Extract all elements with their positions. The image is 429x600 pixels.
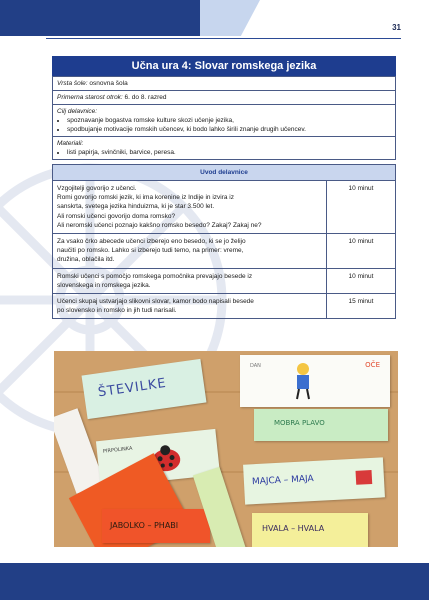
activity-line: Ali romski učenci govorijo doma romsko? [57, 212, 176, 220]
lesson-info-box [52, 76, 396, 160]
activity-description [53, 234, 327, 268]
activity-description [53, 181, 327, 233]
activity-row [53, 268, 395, 293]
card-dan [240, 355, 390, 407]
card-majca-text: MAJCA – MAJA [251, 474, 314, 488]
page-number: 31 [392, 23, 401, 32]
footer-band [0, 563, 429, 600]
shirt-drawing-icon [356, 470, 373, 485]
activity-line: Romi govorijo romski jezik, ki ima korenine iz Indije in izvira iz [57, 194, 234, 202]
material-item: • listi papirja, svinčniki, barvice, peresa. [67, 148, 391, 157]
school-type-value: osnovna šola [87, 80, 128, 87]
materials-list [57, 148, 391, 157]
person-drawing-icon [290, 361, 316, 401]
card-pirpolinka-text: PIRPOLINKA [102, 445, 133, 455]
materials-label: Materiali: [57, 140, 84, 147]
activity-duration: 10 minut [348, 238, 374, 246]
card-stevilke [82, 359, 207, 419]
card-oce-text: OČE [365, 361, 380, 369]
activity-table-header: Uvod delavnice [53, 165, 395, 180]
activity-table [52, 164, 396, 319]
age-row [53, 90, 395, 104]
activity-line: Učenci skupaj ustvarjajo slikovni slovar, kamor bodo napisali besede [57, 298, 254, 306]
activity-line: Za vsako črko abecede učenci izberejo eno besedo, ki se jo želijo [57, 238, 246, 246]
age-value: 6. do 8. razred [122, 94, 167, 101]
activity-line: družina, oblačila itd. [57, 256, 115, 264]
header-band-cover [0, 0, 200, 36]
activity-line: Vzgojitelji govorijo z učenci. [57, 185, 137, 192]
activity-line: sanskrta, svetega jezika hinduizma, ki je star 3.500 let. [57, 203, 215, 211]
lesson-document [52, 56, 396, 319]
card-hvala [252, 513, 368, 547]
card-hvala-text: HVALA – HVALA [262, 524, 325, 533]
goal-item: • spodbujanje motivacije romskih učencev, ki bodo lahko širili znanje drugih učencev. [67, 125, 391, 134]
activity-description [53, 294, 327, 318]
activity-line: slovenskega in romskega jezika. [57, 281, 151, 289]
activity-duration: 10 minut [348, 185, 374, 192]
header-rule [46, 38, 401, 39]
card-dan-text: DAN [250, 363, 261, 369]
activity-line: naučiti po romsko. Lahko si izberejo tudi temo, na primer: vreme, [57, 247, 244, 255]
card-majca-maja [243, 457, 385, 504]
goals-label: Cilj delavnice: [57, 108, 98, 115]
activity-line: Romski učenci s pomočjo romskega pomočnika prevajajo besede iz [57, 272, 253, 280]
activity-line: Ali neromski učenci poznajo kakšno romsko besedo? Zakaj? Zakaj ne? [57, 221, 262, 229]
school-type-row [53, 76, 395, 90]
activity-row [53, 180, 395, 233]
card-mobra-text: MOBRA PLAVO [274, 419, 325, 427]
activity-duration: 10 minut [348, 272, 374, 280]
materials-row [53, 136, 395, 159]
activity-description [53, 269, 327, 293]
goals-list [57, 116, 391, 134]
card-stevilke-text: ŠTEVILKE [97, 375, 168, 401]
lesson-title: Učna ura 4: Slovar romskega jezika [52, 56, 396, 76]
dictionary-cards-photo [54, 351, 398, 547]
activity-line: po slovensko in romsko in jih tudi narisali. [57, 307, 177, 315]
activity-row [53, 233, 395, 268]
card-mobra-plavo [254, 409, 388, 441]
age-label: Primerna starost otrok: [57, 94, 123, 101]
card-jabolko-label [102, 509, 210, 543]
activity-row [53, 293, 395, 318]
goals-row [53, 104, 395, 136]
goal-item: • spoznavanje bogastva romske kulture skozi učenje jezika, [67, 116, 391, 125]
school-type-label: Vrsta šole: [57, 80, 88, 87]
card-jabolko-text: JABOLKO – PHABI [110, 521, 179, 530]
activity-duration: 15 minut [348, 298, 374, 306]
